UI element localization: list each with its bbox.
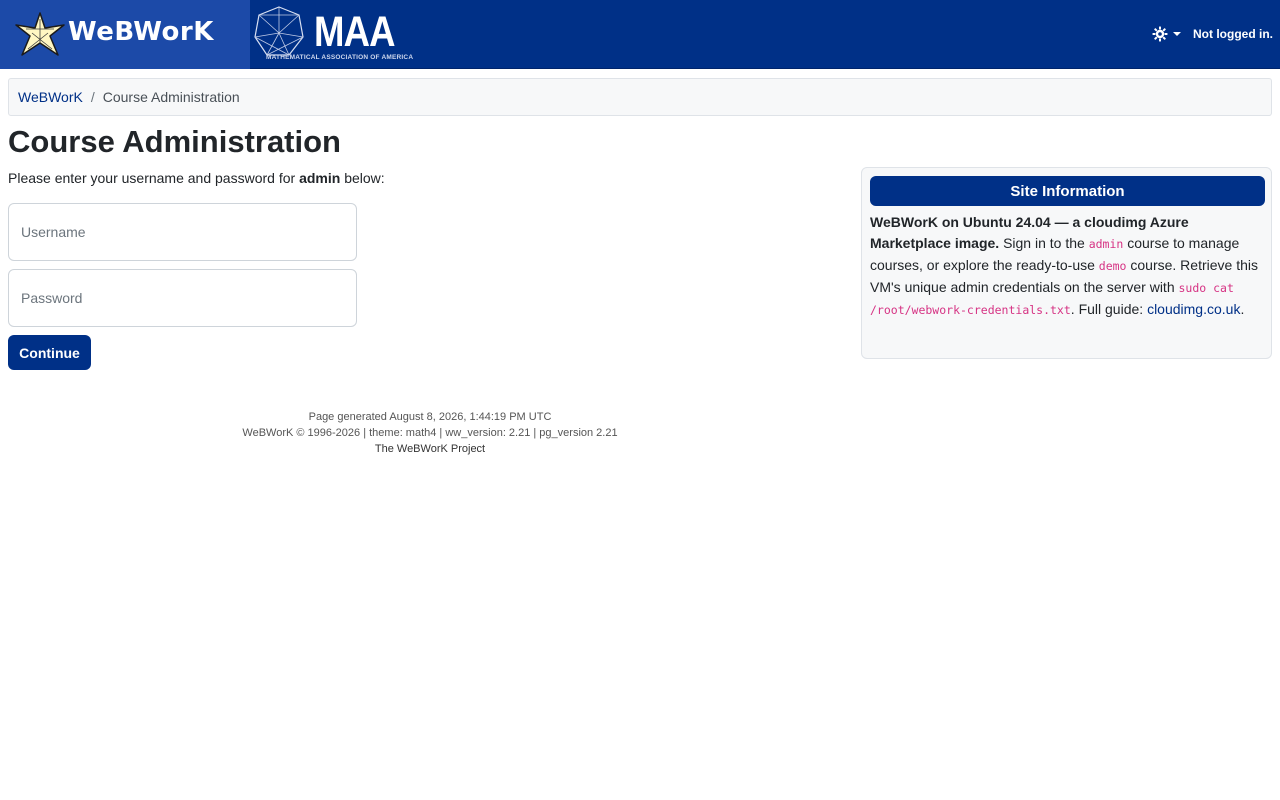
login-status: Not logged in. <box>1193 27 1273 41</box>
instructions-prefix: Please enter your username and password for <box>8 170 296 186</box>
webwork-wordmark: WeBWorK <box>68 17 214 47</box>
page-title: Course Administration <box>8 124 341 159</box>
footer-generated-time: Page generated August 8, 2026, 1:44:19 PM UTC <box>308 411 552 423</box>
site-info-panel <box>861 167 1272 359</box>
footer-version-line: WeBWorK © 1996-2026 | theme: math4 | ww_version: 2.21 | pg_version 2.21 <box>242 427 618 439</box>
credentials-command-code: sudo cat /root/webwork-credentials.txt <box>870 281 1234 317</box>
continue-button[interactable]: Continue <box>8 335 91 370</box>
cloudimg-guide-link[interactable]: cloudimg.co.uk <box>1147 301 1241 317</box>
chevron-down-icon <box>1173 32 1181 36</box>
breadcrumb-separator: / <box>90 89 95 105</box>
site-info-text: course to manage courses, or explore the ready-to-use <box>870 235 1240 273</box>
theme-menu-toggle[interactable] <box>1152 26 1182 42</box>
breadcrumb-current: Course Administration <box>102 89 240 105</box>
webwork-logo-link[interactable] <box>0 0 250 69</box>
maa-letters: MAA <box>314 8 395 56</box>
admin-course-code: admin <box>1088 237 1124 251</box>
site-info-text: course. Retrieve this VM's unique admin credentials on the server with <box>870 257 1258 295</box>
site-info-intro: WeBWorK on Ubuntu 24.04 — a cloudimg Azure Marketplace image. <box>870 214 1189 251</box>
top-navbar <box>0 0 1280 69</box>
breadcrumb <box>8 78 1272 116</box>
breadcrumb-home-link[interactable]: WeBWorK <box>18 89 83 105</box>
demo-course-code: demo <box>1098 259 1127 273</box>
site-info-text: . <box>1240 301 1245 317</box>
page-footer <box>200 409 660 457</box>
footer-project-link[interactable]: The WeBWorK Project <box>374 443 486 455</box>
password-input[interactable] <box>8 269 357 327</box>
login-instructions <box>8 170 385 186</box>
site-info-heading: Site Information <box>870 176 1265 206</box>
gear-icon <box>1152 26 1168 42</box>
instructions-course-name: admin <box>299 170 341 186</box>
instructions-suffix: below: <box>344 170 385 186</box>
site-info-text: . Full guide: <box>1070 301 1144 317</box>
username-input[interactable] <box>8 203 357 261</box>
webwork-star-logo-icon <box>12 11 68 57</box>
site-info-body <box>870 212 1265 321</box>
maa-subtitle: MATHEMATICAL ASSOCIATION OF AMERICA <box>266 54 414 61</box>
site-info-text: Sign in to the <box>1003 235 1085 251</box>
